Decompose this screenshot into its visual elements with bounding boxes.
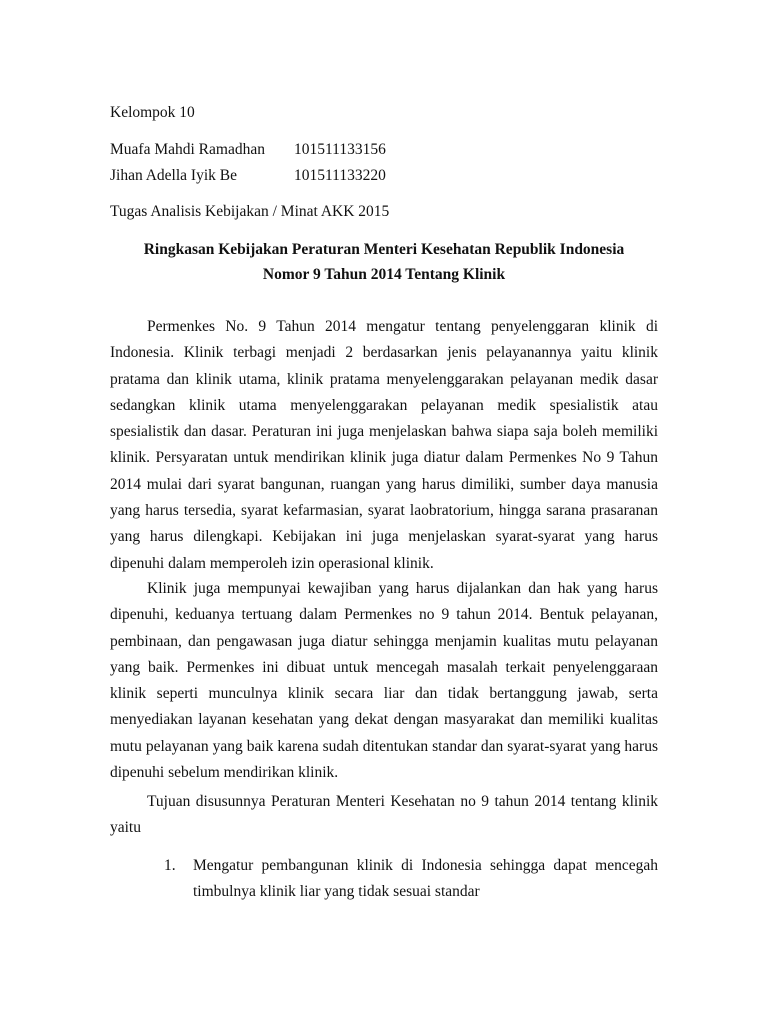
list-item-number: 1. [164, 857, 176, 874]
member-nim: 101511133220 [294, 167, 386, 184]
list-item-text: Mengatur pembangunan klinik di Indonesia sehingga dapat mencegah timbulnya klinik liar yang tidak sesuai standar [193, 857, 658, 900]
list-item [164, 853, 658, 905]
body-paragraph: Tujuan disusunnya Peraturan Menteri Kesehatan no 9 tahun 2014 tentang klinik yaitu [110, 793, 658, 837]
body-paragraph: Permenkes No. 9 Tahun 2014 mengatur tentang penyelenggaran klinik di Indonesia. Klinik terbagi menjadi 2 berdasarkan jenis pelayanannya yaitu klinik pratama dan klinik utama, klinik pratama menyelenggarakan pelayanan medik dasar sedangkan klinik utama menyelenggarakan pelayanan medik spesialistik atau spesialistik dan dasar. Peraturan ini juga menjelaskan bahwa siapa saja boleh memiliki klinik. Persyaratan untuk mendirikan klinik juga diatur dalam Permenkes No 9 Tahun 2014 mulai dari syarat bangunan, ruangan yang harus dimiliki, sumber daya manusia yang harus tersedia, syarat kefarmasian, syarat laobratorium, hingga sarana prasaranan yang harus dilengkapi. Kebijakan ini juga menjelaskan syarat-syarat yang harus dipenuhi dalam memperoleh izin operasional klinik. [110, 318, 658, 572]
body-paragraph: Klinik juga mempunyai kewajiban yang harus dijalankan dan hak yang harus dipenuhi, keduanya tertuang dalam Permenkes no 9 tahun 2014. Bentuk pelayanan, pembinaan, dan pengawasan juga diatur sehingga menjamin kualitas mutu pelayanan yang baik. Permenkes ini dibuat untuk mencegah masalah terkait penyelenggaraan klinik seperti munculnya klinik secara liar dan tidak bertanggung jawab, serta menyediakan layanan kesehatan yang dekat dengan masyarakat dan memiliki kualitas mutu pelayanan yang baik karena sudah ditentukan standar dan syarat-syarat yang harus dipenuhi sebelum mendirikan klinik. [110, 580, 658, 782]
course-label: Tugas Analisis Kebijakan / Minat AKK 2015 [110, 203, 390, 220]
member-name: Jihan Adella Iyik Be [110, 167, 237, 184]
group-label: Kelompok 10 [110, 104, 195, 121]
member-name: Muafa Mahdi Ramadhan [110, 141, 265, 158]
document-title-line-2: Nomor 9 Tahun 2014 Tentang Klinik [262, 266, 506, 283]
member-nim: 101511133156 [294, 141, 386, 158]
document-title-line-1: Ringkasan Kebijakan Peraturan Menteri Kesehatan Republik Indonesia [143, 241, 625, 258]
